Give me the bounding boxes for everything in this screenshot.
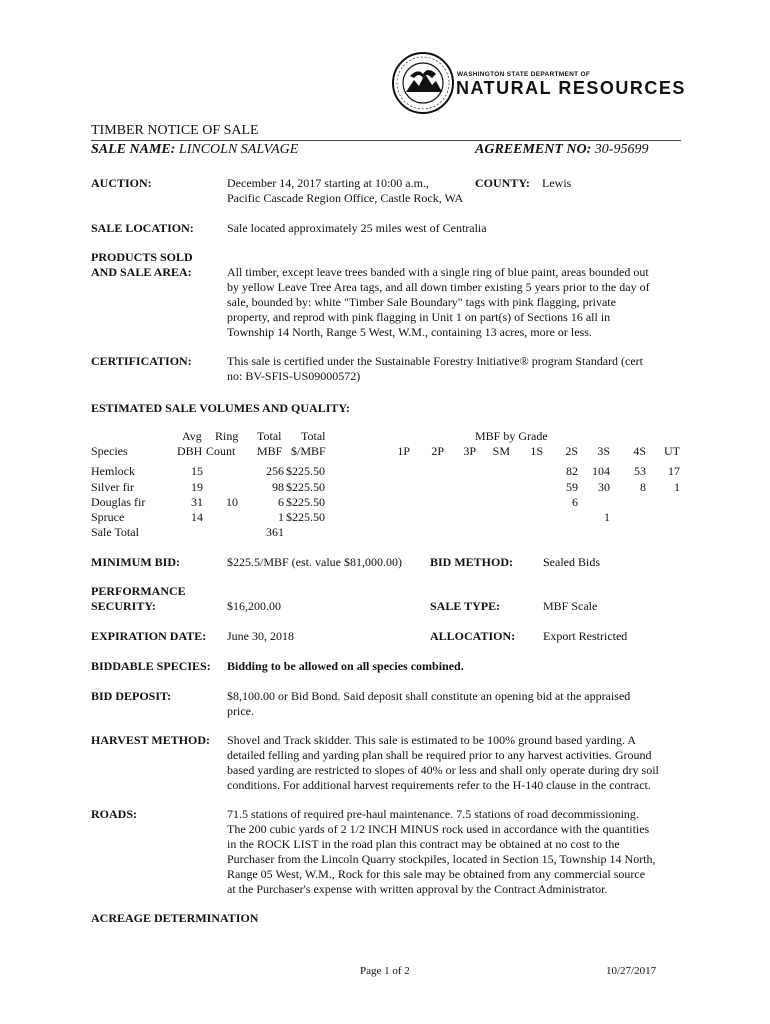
allocation-label: ALLOCATION: bbox=[430, 629, 516, 643]
total-label: Sale Total bbox=[91, 525, 139, 539]
cell-price: $225.50 bbox=[286, 495, 325, 509]
col-head-dollar-mbf: $/MBF bbox=[291, 444, 326, 458]
col-head-1p: 1P bbox=[397, 444, 410, 458]
cell-4s: 8 bbox=[640, 480, 646, 494]
cell-3s: 104 bbox=[592, 464, 610, 478]
cell-3s: 1 bbox=[604, 510, 610, 524]
dnr-seal-logo bbox=[392, 52, 454, 114]
cell-mbf: 6 bbox=[278, 495, 284, 509]
col-head-sm: SM bbox=[492, 444, 510, 458]
cell-price: $225.50 bbox=[286, 464, 325, 478]
harvest-line-1: Shovel and Track skidder. This sale is estimated to be 100% ground based yarding. A bbox=[227, 733, 637, 747]
performance-value: $16,200.00 bbox=[227, 599, 281, 613]
col-head-3s: 3S bbox=[597, 444, 610, 458]
harvest-line-2: detailed felling and yarding plan shall be required prior to any harvest activities. Ground bbox=[227, 748, 652, 762]
agreement-line bbox=[475, 141, 648, 159]
col-head-dbh: DBH bbox=[177, 444, 203, 458]
sale-type-label: SALE TYPE: bbox=[430, 599, 501, 613]
cell-mbf: 1 bbox=[278, 510, 284, 524]
cell-2s: 82 bbox=[566, 464, 578, 478]
col-head-2p: 2P bbox=[431, 444, 444, 458]
cell-mbf: 98 bbox=[272, 480, 284, 494]
bid-method-value: Sealed Bids bbox=[543, 555, 600, 569]
cell-dbh: 14 bbox=[191, 510, 203, 524]
certification-line-2: no: BV-SFIS-US09000572) bbox=[227, 369, 361, 383]
biddable-value: Bidding to be allowed on all species combined. bbox=[227, 659, 464, 673]
certification-line-1: This sale is certified under the Sustainable Forestry Initiative® program Standard (cert bbox=[227, 354, 643, 368]
sale-type-value: MBF Scale bbox=[543, 599, 598, 613]
certification-label: CERTIFICATION: bbox=[91, 354, 192, 368]
col-head-total-2: Total bbox=[301, 429, 326, 443]
bid-deposit-line-2: price. bbox=[227, 704, 254, 718]
total-mbf: 361 bbox=[266, 525, 284, 539]
cell-species: Silver fir bbox=[91, 480, 134, 494]
harvest-label: HARVEST METHOD: bbox=[91, 733, 211, 747]
minimum-bid-value: $225.5/MBF (est. value $81,000.00) bbox=[227, 555, 402, 569]
roads-line-2: The 200 cubic yards of 2 1/2 INCH MINUS rock used in accordance with the quantities bbox=[227, 822, 650, 836]
cell-dbh: 15 bbox=[191, 464, 203, 478]
cell-mbf: 256 bbox=[266, 464, 284, 478]
document-title: TIMBER NOTICE OF SALE bbox=[91, 123, 259, 138]
cell-4s: 53 bbox=[634, 464, 646, 478]
col-head-1s: 1S bbox=[530, 444, 543, 458]
cell-ut: 17 bbox=[668, 464, 680, 478]
agreement-label: AGREEMENT NO: bbox=[475, 142, 592, 157]
products-line-2: by yellow Leave Tree Area tags, and all down timber existing 5 years prior to the day of bbox=[227, 280, 650, 294]
col-head-total-1: Total bbox=[257, 429, 282, 443]
harvest-line-4: conditions. For additional harvest requirements refer to the H-140 clause in the contract. bbox=[227, 778, 651, 792]
agency-top-line: WASHINGTON STATE DEPARTMENT OF bbox=[457, 71, 591, 78]
cell-species: Hemlock bbox=[91, 464, 135, 478]
footer-date: 10/27/2017 bbox=[606, 965, 657, 977]
col-head-species: Species bbox=[91, 444, 128, 458]
cell-species: Douglas fir bbox=[91, 495, 146, 509]
sale-name-value: LINCOLN SALVAGE bbox=[178, 142, 299, 157]
county-label: COUNTY: bbox=[475, 176, 530, 190]
cell-price: $225.50 bbox=[286, 480, 325, 494]
performance-label-2: SECURITY: bbox=[91, 599, 156, 613]
bid-method-label: BID METHOD: bbox=[430, 555, 514, 569]
products-line-5: Township 14 North, Range 5 West, W.M., containing 13 acres, more or less. bbox=[227, 325, 592, 339]
col-head-ring: Ring bbox=[215, 429, 239, 443]
col-head-avg: Avg bbox=[182, 429, 202, 443]
roads-line-5: Range 05 West, W.M., Rock for this sale may be obtained from any commercial source bbox=[227, 867, 646, 881]
products-label-2: AND SALE AREA: bbox=[91, 265, 192, 279]
cell-price: $225.50 bbox=[286, 510, 325, 524]
sale-name-label: SALE NAME: bbox=[91, 142, 176, 157]
harvest-line-3: based yarding are restricted to slopes of 40% or less and shall only operate during dry soil bbox=[227, 763, 659, 777]
volumes-heading: ESTIMATED SALE VOLUMES AND QUALITY: bbox=[91, 401, 350, 415]
products-label-1: PRODUCTS SOLD bbox=[91, 250, 193, 264]
cell-2s: 59 bbox=[566, 480, 578, 494]
minimum-bid-label: MINIMUM BID: bbox=[91, 555, 180, 569]
col-head-4s: 4S bbox=[633, 444, 646, 458]
cell-ut: 1 bbox=[674, 480, 680, 494]
cell-species: Spruce bbox=[91, 510, 125, 524]
sale-name-line bbox=[91, 141, 298, 159]
cell-dbh: 31 bbox=[191, 495, 203, 509]
roads-line-4: Purchaser from the Lincoln Quarry stockpiles, located in Section 15, Township 14 North, bbox=[227, 852, 656, 866]
auction-line-1: December 14, 2017 starting at 10:00 a.m., bbox=[227, 176, 429, 190]
cell-2s: 6 bbox=[572, 495, 578, 509]
products-line-4: property, and reprod with pink flagging in Unit 1 on part(s) of Sections 16 all in bbox=[227, 310, 611, 324]
expiration-value: June 30, 2018 bbox=[227, 629, 294, 643]
sale-location-value: Sale located approximately 25 miles west of Centralia bbox=[227, 221, 487, 235]
page-number: Page 1 of 2 bbox=[360, 965, 410, 977]
roads-line-1: 71.5 stations of required pre-haul maintenance. 7.5 stations of road decommissioning. bbox=[227, 807, 639, 821]
bid-deposit-line-1: $8,100.00 or Bid Bond. Said deposit shall constitute an opening bid at the appraised bbox=[227, 689, 631, 703]
col-head-3p: 3P bbox=[463, 444, 476, 458]
biddable-label: BIDDABLE SPECIES: bbox=[91, 659, 211, 673]
col-head-mbf-grade: MBF by Grade bbox=[475, 429, 548, 443]
col-head-count: Count bbox=[206, 444, 236, 458]
col-head-2s: 2S bbox=[565, 444, 578, 458]
auction-label: AUCTION: bbox=[91, 176, 152, 190]
roads-label: ROADS: bbox=[91, 807, 138, 821]
roads-line-6: at the Purchaser's expense with written approval by the Contract Administrator. bbox=[227, 882, 608, 896]
expiration-label: EXPIRATION DATE: bbox=[91, 629, 207, 643]
col-head-mbf: MBF bbox=[257, 444, 283, 458]
allocation-value: Export Restricted bbox=[543, 629, 628, 643]
county-value: Lewis bbox=[542, 176, 572, 190]
auction-line-2: Pacific Cascade Region Office, Castle Rock, WA bbox=[227, 191, 464, 205]
bid-deposit-label: BID DEPOSIT: bbox=[91, 689, 172, 703]
products-line-1: All timber, except leave trees banded with a single ring of blue paint, areas bounded out bbox=[227, 265, 649, 279]
cell-count: 10 bbox=[226, 495, 238, 509]
sale-location-label: SALE LOCATION: bbox=[91, 221, 194, 235]
col-head-ut: UT bbox=[664, 444, 680, 458]
agency-name: NATURAL RESOURCES bbox=[456, 78, 686, 98]
agreement-value: 30-95699 bbox=[594, 142, 649, 157]
products-line-3: sale, bounded by: white "Timber Sale Boundary" tags with pink flagging, private bbox=[227, 295, 616, 309]
performance-label-1: PERFORMANCE bbox=[91, 584, 186, 598]
cell-dbh: 19 bbox=[191, 480, 203, 494]
roads-line-3: in the ROCK LIST in the road plan this contract may be obtained at no cost to the bbox=[227, 837, 620, 851]
cell-3s: 30 bbox=[598, 480, 610, 494]
acreage-heading: ACREAGE DETERMINATION bbox=[91, 911, 259, 925]
